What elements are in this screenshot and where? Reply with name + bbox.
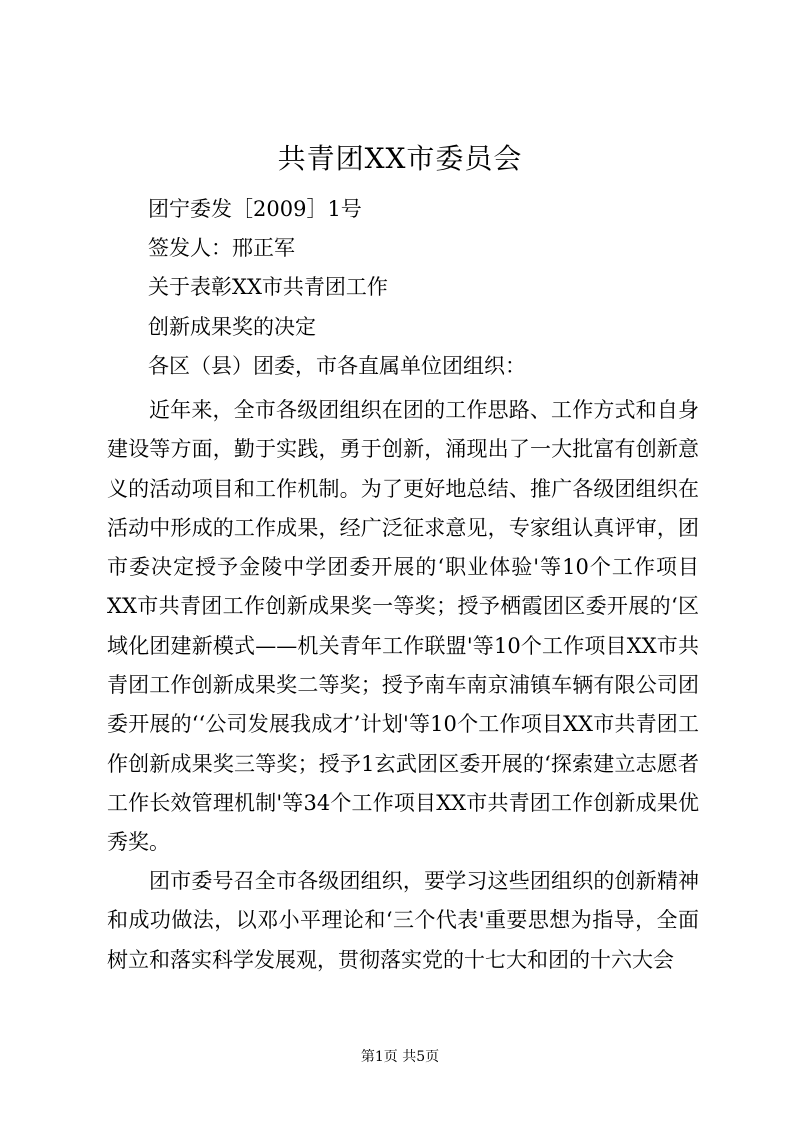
document-title: 共青团XX市委员会 [277,142,523,175]
subject-line-2: 创新成果奖的决定 [148,315,316,339]
body-paragraph-1: 近年来，全市各级团组织在团的工作思路、工作方式和自身建设等方面，勤于实践，勇于创新，涌现出了一大批富有创新意义的活动项目和工作机制。为了更好地总结、推广各级团组织在活动中形成的工作成果，经广泛征求意见，专家组认真评审，团市委决定授予金陵中学团委开展的‘职业体验'等10个工作项目XX市共青团工作创新成果奖一等奖；授予栖霞团区委开展的‘区域化团建新模式——机关青年工作联盟'等10个工作项目XX市共青团工作创新成果奖二等奖；授予南车南京浦镇车辆有限公司团委开展的‘‘公司发展我成才’计划'等10个工作项目XX市共青团工作创新成果奖三等奖；授予1玄武团区委开展的‘探索建立志愿者工作长效管理机制'等34个工作项目XX市共青团工作创新成果优秀奖。 [107,398,699,855]
subject-line-1: 关于表彰XX市共青团工作 [148,275,388,299]
page-footer: 第1页 共5页 [360,1049,440,1065]
body-paragraph-2: 团市委号召全市各级团组织，要学习这些团组织的创新精神和成功做法，以邓小平理论和‘三个代表'重要思想为指导，全面树立和落实科学发展观，贯彻落实党的十七大和团的十六大会 [107,869,699,972]
salutation-line: 各区（县）团委，市各直属单位团组织： [148,354,526,378]
issuer-line: 签发人：邢正军 [148,236,295,260]
document-number: 团宁委发［2009］1号 [148,197,362,221]
